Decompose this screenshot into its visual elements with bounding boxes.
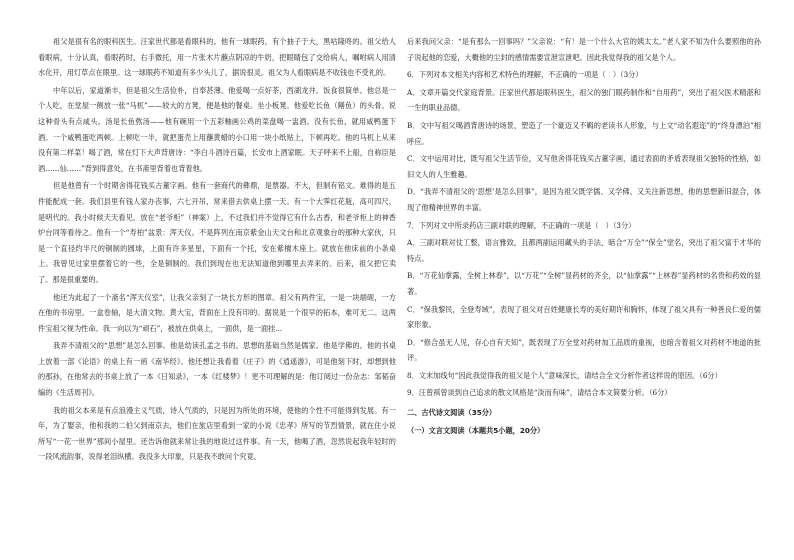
option-d: D．“修合虽无人见，存心自有天知”，既表现了万全堂对药材加工品质的重视，也暗含着祖父对药材不地道的批评。 (407, 337, 761, 363)
paragraph: 中年以后，家道渐丰，但是祖父生活俭朴，自奉甚薄。他爱喝一点好茶，西湖龙井。饭食很简单。他总是一个人吃，在堂屋一侧放一张“马杌”——较大的方凳，便是他的餐桌。坐小板凳。他爱吃长鱼（鳝鱼）的头骨。说这种骨头有点咸头。汤是长鱼熬汤——他有碗用一个五彩釉画公鸡的菜盘喝一盅酒。没有长鱼，就用咸鸭蛋下酒。一个咸鸭蛋吃两顿。上顿吃一半，就把蛋壳上用蘸黄蜡的小口用一块小纸贴上，下顿再吃。他的马杌上从来没有第二样菜！喝了酒，常在灯下大声背唐诗：“李白斗酒诗百篇，长安市上酒家眠。天子呼来不上船，自称臣是酒……仙……”背到得意处，在书斋里背着也背着他。 (38, 85, 396, 173)
option-d: D．“我弄不清祖父的‘思想’是怎么回事”，是因为祖父既学儒、又学佛、又关注新思想，他的思想新旧混合，体现了他精神世界的丰富。 (407, 187, 761, 212)
right-column (407, 34, 761, 440)
paragraph: 后来我问父亲：“是有那么一回事吗？”父亲说：“有！是一个什么大官的姨太太。”老人家不知为什么要照他的孙子说起他的恋爱，大概他的尘封的感情需要宣泄宣泄吧。因此我觉得我的祖父是个人。 (407, 37, 761, 62)
question-8: 8．文末加线句“因此我觉得我的祖父是个人”意味深长，请结合全文分析作者这样说的原因。（6分） (407, 370, 722, 380)
question-9: 9．汪曾祺曾谈到自己追求的散文风格是“淡而有味”，请结合本文简要分析。（6分） (407, 388, 672, 398)
option-a: A．三副对联对仗工整，语言雅致，且都两副运用藏头的手法，暗合“万全”“保全”堂名，突出了祖父富于才华的特点。 (407, 238, 761, 263)
paragraph: 他还为此起了一个斋名“浑天仪室”，让我父亲刻了一块长方形的图章。祖父有两件宝，一是一块端砚，一方在他的书房里。一盒卷轴，是大清文物。黄大宝，背面在上没有印的。据说是一个很早的拓本，难可无二。这两件宝祖父视为性命。我一向以为“顽石”，被放在供桌上，一面供，是一面挂... (38, 292, 396, 333)
option-b: B．文中写祖父喝酒背唐诗的场景，塑造了一个豪迈又不羁的老读书人形象，与上文“动名遐迩”的“终身漂泊”相呼应。 (407, 120, 761, 146)
paragraph: 但是他曾有一个时期舍得花钱买古董字画。他有一套商代的彝鼎，是票器。不大，但制有铭文。难得的是五件能配成一套。我们县里有钱人家办丧事，六七开吊，常来借去供桌上摆一天。有一个大霁红花瓶，高可四尺，是明代的。我小时候天天看见，放在“老爷柜”（神案）上，不过我们并不觉得它有什么古香，和老爷柜上的神香炉台同等看待之。他有一个“寿柏”盆景：浑天仪。不是阵列在南京紫金山天文台和北京观象台的那种大家伙，只是一个直径约半尺的铜制的圆球，上面有许多星星，下面有一个托，安在紫檀木座上。就放在他床前的小条桌上。我曾见过家里摆着它的一些，全是铜制的。我们到现在也无法知道他到哪里去弄来的。后来，祖父把它卖了。那是很重要的。 (38, 181, 396, 284)
left-column (38, 34, 396, 467)
subsection-heading: （一）文言文阅读（本题共5小题，20分） (407, 425, 545, 435)
question-6: 6．下列对本文相关内容和艺术特色的理解，不正确的一项是（ ）（3分） (407, 70, 643, 80)
section-heading: 二、古代诗文阅读（35分） (407, 408, 497, 418)
paragraph: 祖父是很有名的眼科医生。汪家世代都是看眼科的。他有一球眼药，有个抽子于大，黑咕隆咚的。祖父给人看眼病，十分认真，看眼药时，右手微托，用一片张木片蘸点阴凉的牛奶，把眼睛包了交给病人，嘱咐病人用清水化开，用灯草点在眼里。这一球眼药不知道有多少头儿了，据说很灵。祖父为人看眼病是不收钱也不受礼的。 (38, 37, 396, 78)
option-c: C．文中运用对比，既写祖父生活节俭，又写他舍得花钱买古董字画，通过表面的矛盾表现祖父独特的性格，如旧文人的人生雅趣。 (407, 154, 761, 179)
option-c: C．“保我黎民，全登寿域”，表现了祖父对百姓健康长寿的美好期许和胸怀，体现了祖父具有一种善良仁爱的儒家形象。 (407, 304, 761, 330)
option-a: A．文章开篇交代家庭背景。汪家世代都是眼科医生，祖父的独门眼药制作和“自用药”，突出了祖父医术精湛和一生的职业品德。 (407, 87, 761, 113)
option-b: B．“万花仙掌露，全树上林春”，以“万花”“全树”显药材的齐全，以“仙掌露”“上林春”显药材的名贵和药效的显著。 (407, 271, 761, 296)
paragraph: 我的祖父本来是有点浪漫主义气质，诗人气质的，只是因为所处的环境，使他的个性不可能得到发展。有一年，为了娶亲，他和我的二伯父到南京去，他们在旅店里看到一家的小说《忠孝》所写的节烈情景，就在住小说所写“一花一世界”那间小屋里。还告诉他就来常让我的地说过这件事。有一天，他喝了酒，忽然说起我年轻时的一段风流韵事，说得老泪纵横。我没多大印象，只是我不敢问个究竟。 (38, 405, 396, 462)
question-7: 7．下列对文中所录药店三副对联的理解，不正确的一项是（ ）（3分） (407, 220, 636, 230)
paragraph: 我弄不清祖父的“思想”是怎么回事。他是幼读孔孟之书的。思想的基础当然是儒家。他是学佛的。他的书桌上放着一部《论语》的桌上有一函《南华经》。他还想让我看着《庄子》的《逍遥游》，可是他刻下时，却想到他的那孙，在他常去的书桌上放了一本《日知录》，一本《红楼梦》！更不可理解的是：他订阅过一份杂志：邹韬奋编的《生活周刊》。 (38, 341, 396, 398)
